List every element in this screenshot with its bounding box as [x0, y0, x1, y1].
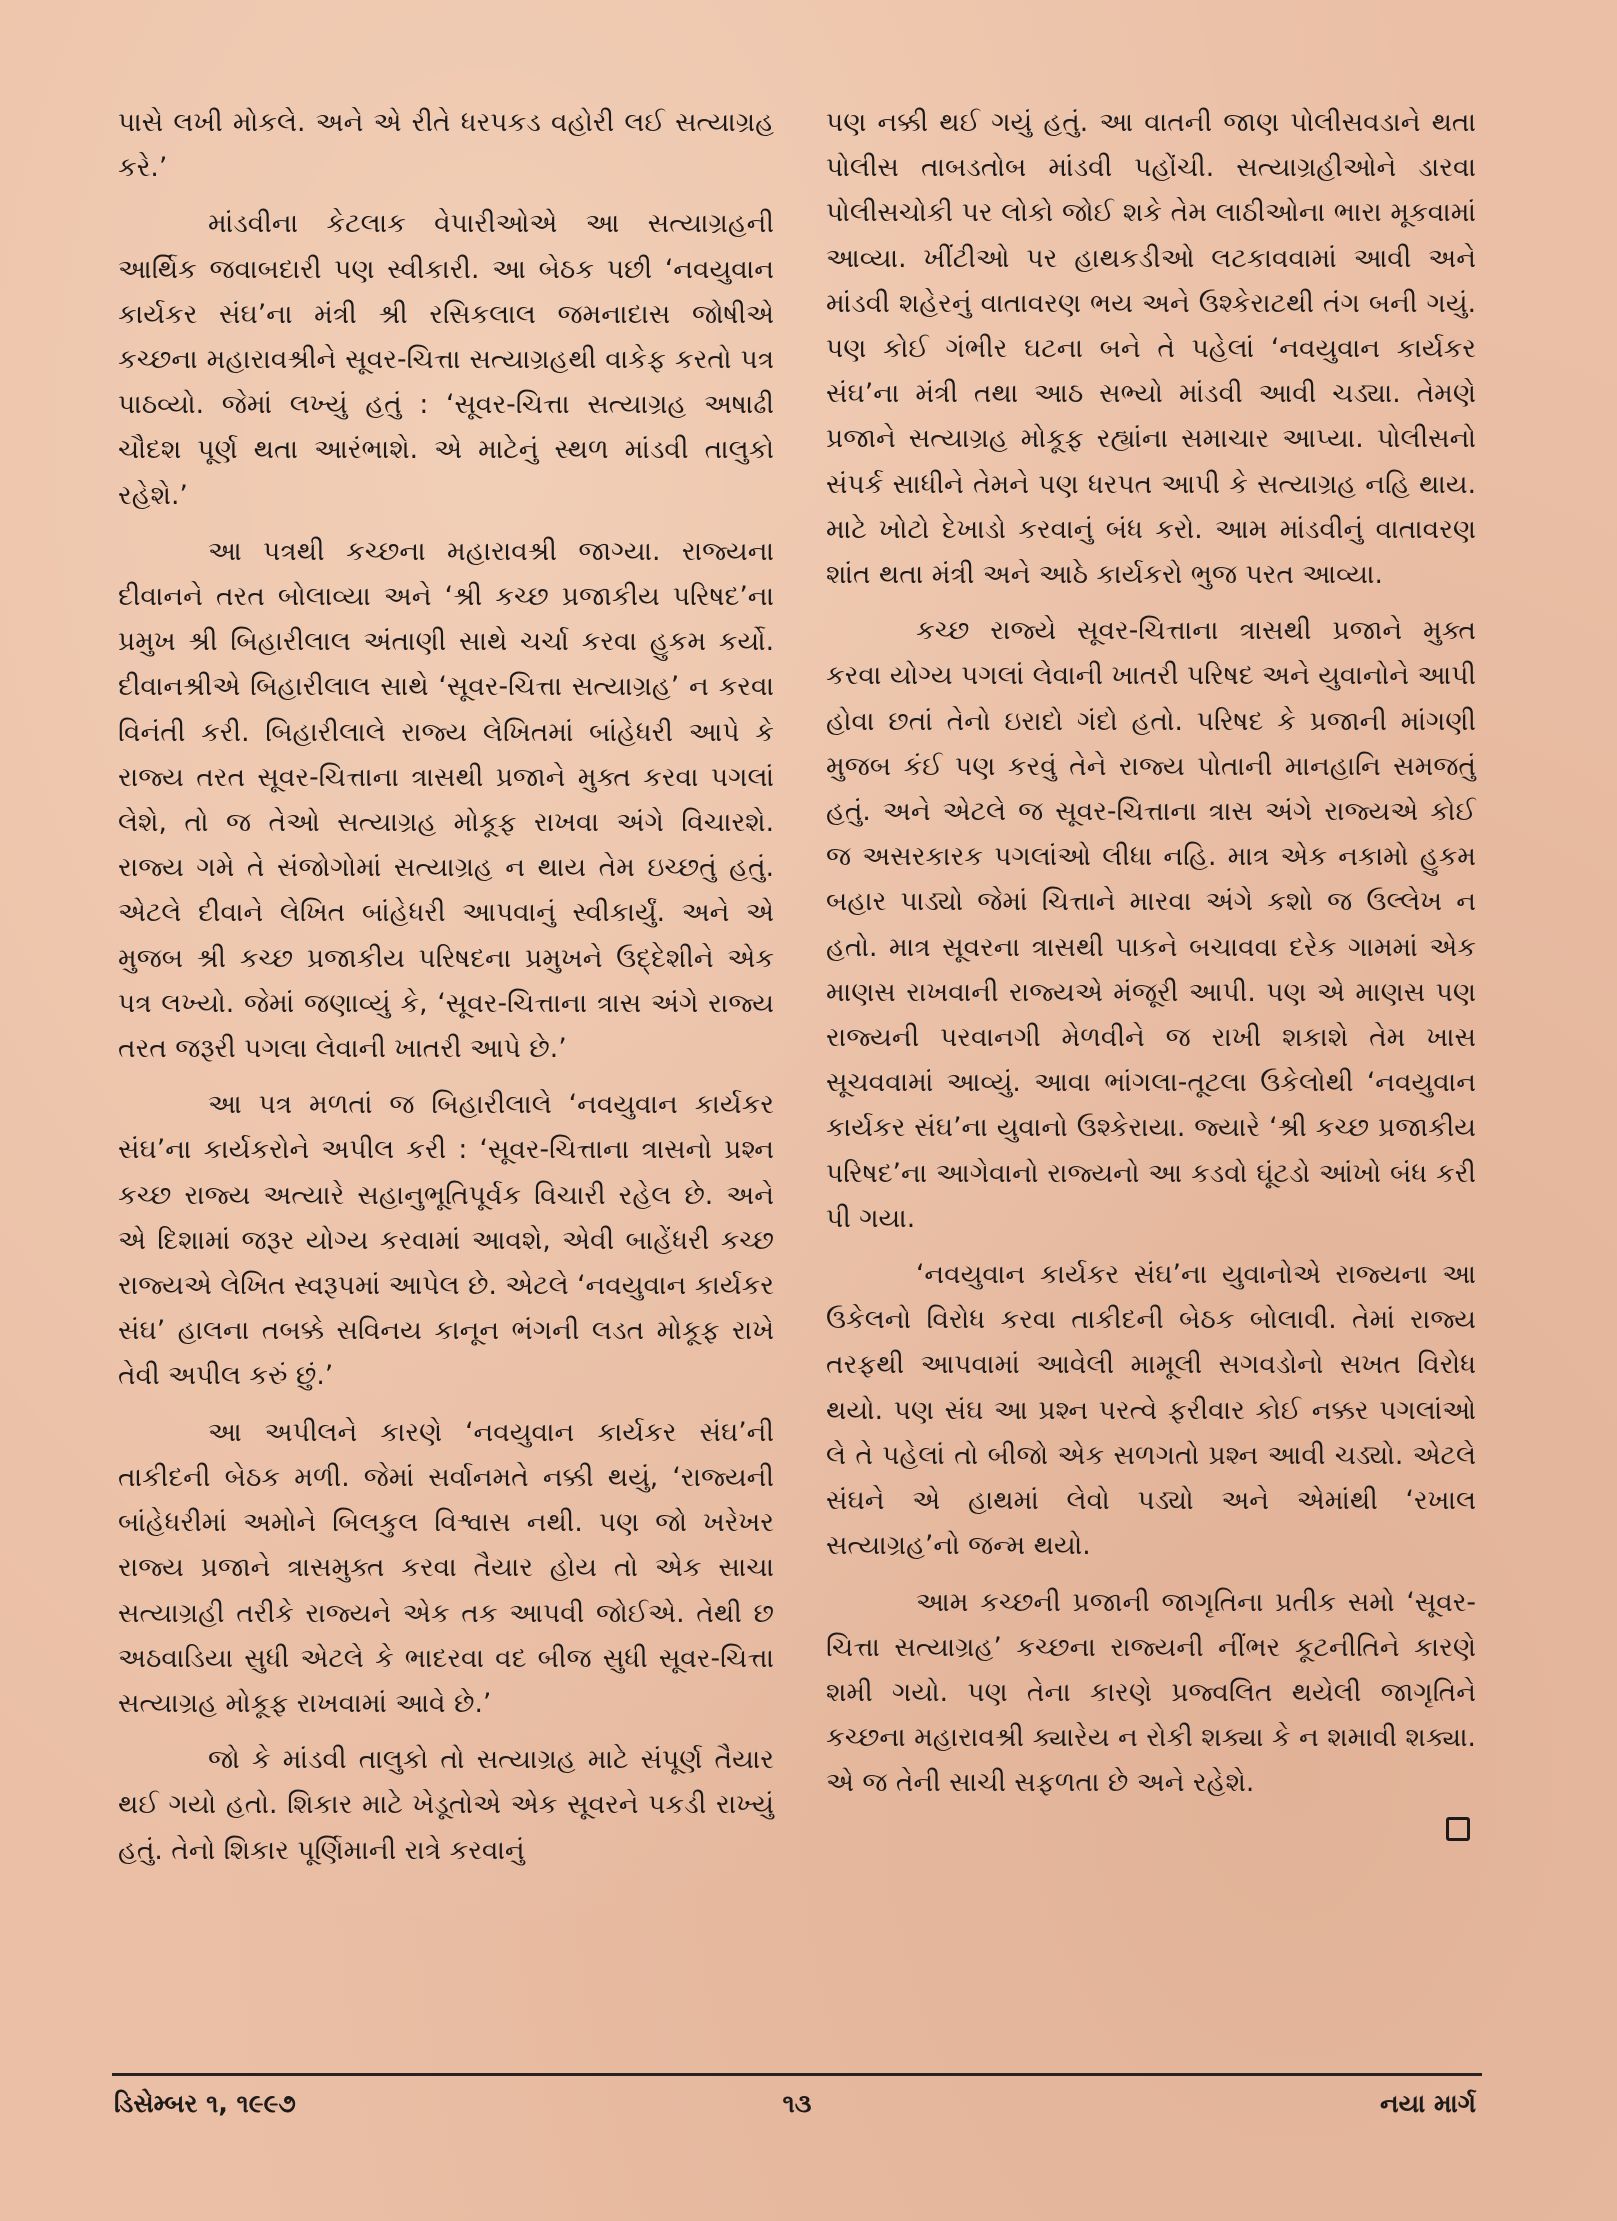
- footer-page-number: ૧૩: [782, 2089, 812, 2118]
- left-column: [118, 100, 774, 1884]
- paragraph: જો કે માંડવી તાલુકો તો સત્યાગ્રહ માટે સંપૂર્ણ તૈયાર થઈ ગયો હતો. શિકાર માટે ખેડૂતોએ એક સૂવરને પકડી રાખ્યું હતું. તેનો શિકાર પૂર્ણિમાની રાત્રે કરવાનું: [118, 1744, 774, 1866]
- paragraph: આ પત્ર મળતાં જ બિહારીલાલે ‘નવયુવાન કાર્યકર સંઘ’ના કાર્યકરોને અપીલ કરી : ‘સૂવર-ચિત્તાના ત્રાસનો પ્રશ્ન કચ્છ રાજ્ય અત્યારે સહાનુભૂતિપૂર્વક વિચારી રહેલ છે. અને એ દિશામાં જરૂર યોગ્ય કરવામાં આવશે, એવી બાહેંધરી કચ્છ રાજ્યએ લેખિત સ્વરૂપમાં આપેલ છે. એટલે ‘નવયુવાન કાર્યકર સંઘ’ હાલના તબક્કે સવિનય કાનૂન ભંગની લડત મોકૂફ રાખે તેવી અપીલ કરું છું.’: [118, 1089, 774, 1392]
- paragraph: આ પત્રથી કચ્છના મહારાવશ્રી જાગ્યા. રાજ્યના દીવાનને તરત બોલાવ્યા અને ‘શ્રી કચ્છ પ્રજાકીય પરિષદ’ના પ્રમુખ શ્રી બિહારીલાલ અંતાણી સાથે ચર્ચા કરવા હુકમ કર્યો. દીવાનશ્રીએ બિહારીલાલ સાથે ‘સૂવર-ચિત્તા સત્યાગ્રહ’ ન કરવા વિનંતી કરી. બિહારીલાલે રાજ્ય લેખિતમાં બાંહેધરી આપે કે રાજ્ય તરત સૂવર-ચિત્તાના ત્રાસથી પ્રજાને મુક્ત કરવા પગલાં લેશે, તો જ તેઓ સત્યાગ્રહ મોકૂફ રાખવા અંગે વિચારશે. રાજ્ય ગમે તે સંજોગોમાં સત્યાગ્રહ ન થાય તેમ ઇચ્છતું હતું. એટલે દીવાને લેખિત બાંહેધરી આપવાનું સ્વીકાર્યું. અને એ મુજબ શ્રી કચ્છ પ્રજાકીય પરિષદના પ્રમુખને ઉદ્દેશીને એક પત્ર લખ્યો. જેમાં જણાવ્યું કે, ‘સૂવર-ચિત્તાના ત્રાસ અંગે રાજ્ય તરત જરૂરી પગલા લેવાની ખાતરી આપે છે.’: [118, 535, 774, 1065]
- footer-publication: નયા માર્ગ: [1380, 2089, 1476, 2118]
- paragraph: માંડવીના કેટલાક વેપારીઓએ આ સત્યાગ્રહની આર્થિક જવાબદારી પણ સ્વીકારી. આ બેઠક પછી ‘નવયુવાન કાર્યકર સંઘ’ના મંત્રી શ્રી રસિકલાલ જમનાદાસ જોષીએ કચ્છના મહારાવશ્રીને સૂવર-ચિત્તા સત્યાગ્રહથી વાકેફ કરતો પત્ર પાઠવ્યો. જેમાં લખ્યું હતું : ‘સૂવર-ચિત્તા સત્યાગ્રહ અષાઢી ચૌદશ પૂર્ણ થતા આરંભાશે. એ માટેનું સ્થળ માંડવી તાલુકો રહેશે.’: [118, 208, 774, 511]
- page-footer: [112, 2083, 1482, 2127]
- paragraph: આ અપીલને કારણે ‘નવયુવાન કાર્યકર સંઘ’ની તાકીદની બેઠક મળી. જેમાં સર્વાનમતે નક્કી થયું, ‘રાજ્યની બાંહેધરીમાં અમોને બિલકુલ વિશ્વાસ નથી. પણ જો ખરેખર રાજ્ય પ્રજાને ત્રાસમુક્ત કરવા તૈયાર હોય તો એક સાચા સત્યાગ્રહી તરીકે રાજ્યને એક તક આપવી જોઈએ. તેથી છ અઠવાડિયા સુધી એટલે કે ભાદરવા વદ બીજ સુધી સૂવર-ચિત્તા સત્યાગ્રહ મોકૂફ રાખવામાં આવે છે.’: [118, 1416, 774, 1719]
- footer-rule: [112, 2073, 1482, 2076]
- right-column: [826, 100, 1476, 1841]
- paragraph: કચ્છ રાજ્યે સૂવર-ચિત્તાના ત્રાસથી પ્રજાને મુક્ત કરવા યોગ્ય પગલાં લેવાની ખાતરી પરિષદ અને યુવાનોને આપી હોવા છતાં તેનો ઇરાદો ગંદો હતો. પરિષદ કે પ્રજાની માંગણી મુજબ કંઈ પણ કરવું તેને રાજ્ય પોતાની માનહાનિ સમજતું હતું. અને એટલે જ સૂવર-ચિત્તાના ત્રાસ અંગે રાજ્યએ કોઈ જ અસરકારક પગલાંઓ લીધા નહિ. માત્ર એક નકામો હુકમ બહાર પાડ્યો જેમાં ચિત્તાને મારવા અંગે કશો જ ઉલ્લેખ ન હતો. માત્ર સૂવરના ત્રાસથી પાકને બચાવવા દરેક ગામમાં એક માણસ રાખવાની રાજ્યએ મંજૂરી આપી. પણ એ માણસ પણ રાજ્યની પરવાનગી મેળવીને જ રાખી શકાશે તેમ ખાસ સૂચવવામાં આવ્યું. આવા ભાંગલા-તૂટલા ઉકેલોથી ‘નવયુવાન કાર્યકર સંઘ’ના યુવાનો ઉશ્કેરાયા. જ્યારે ‘શ્રી કચ્છ પ્રજાકીય પરિષદ’ના આગેવાનો રાજ્યનો આ કડવો ઘૂંટડો આંખો બંધ કરી પી ગયા.: [826, 615, 1476, 1234]
- footer-date: ડિસેમ્બર ૧, ૧૯૯૭: [114, 2089, 296, 2118]
- paragraph: પાસે લખી મોકલે. અને એ રીતે ધરપકડ વહોરી લઈ સત્યાગ્રહ કરે.’: [118, 107, 774, 184]
- paragraph: ‘નવયુવાન કાર્યકર સંઘ’ના યુવાનોએ રાજ્યના આ ઉકેલનો વિરોધ કરવા તાકીદની બેઠક બોલાવી. તેમાં રાજ્ય તરફથી આપવામાં આવેલી મામૂલી સગવડોનો સખત વિરોધ થયો. પણ સંઘ આ પ્રશ્ન પરત્વે ફરીવાર કોઈ નક્કર પગલાંઓ લે તે પહેલાં તો બીજો એક સળગતો પ્રશ્ન આવી ચડ્યો. એટલે સંઘને એ હાથમાં લેવો પડ્યો અને એમાંથી ‘રખાલ સત્યાગ્રહ’નો જન્મ થયો.: [826, 1259, 1476, 1562]
- paragraph: આમ કચ્છની પ્રજાની જાગૃતિના પ્રતીક સમો ‘સૂવર-ચિત્તા સત્યાગ્રહ’ કચ્છના રાજ્યની નીંભર કૂટનીતિને કારણે શમી ગયો. પણ તેના કારણે પ્રજ્વલિત થયેલી જાગૃતિને કચ્છના મહારાવશ્રી ક્યારેય ન રોકી શક્યા કે ન શમાવી શક્યા. એ જ તેની સાચી સફળતા છે અને રહેશે.: [826, 1586, 1476, 1799]
- paragraph: પણ નક્કી થઈ ગયું હતું. આ વાતની જાણ પોલીસવડાને થતા પોલીસ તાબડતોબ માંડવી પહોંચી. સત્યાગ્રહીઓને ડારવા પોલીસચોકી પર લોકો જોઈ શકે તેમ લાઠીઓના ભારા મૂકવામાં આવ્યા. ખીંટીઓ પર હાથકડીઓ લટકાવવામાં આવી અને માંડવી શહેરનું વાતાવરણ ભય અને ઉશ્કેરાટથી તંગ બની ગયું. પણ કોઈ ગંભીર ઘટના બને તે પહેલાં ‘નવયુવાન કાર્યકર સંઘ’ના મંત્રી તથા આઠ સભ્યો માંડવી આવી ચડ્યા. તેમણે પ્રજાને સત્યાગ્રહ મોકૂફ રહ્યાંના સમાચાર આપ્યા. પોલીસનો સંપર્ક સાધીને તેમને પણ ધરપત આપી કે સત્યાગ્રહ નહિ થાય. માટે ખોટો દેખાડો કરવાનું બંધ કરો. આમ માંડવીનું વાતાવરણ શાંત થતા મંત્રી અને આઠે કાર્યકરો ભુજ પરત આવ્યા.: [826, 107, 1476, 591]
- end-of-article-mark-icon: [1446, 1817, 1470, 1841]
